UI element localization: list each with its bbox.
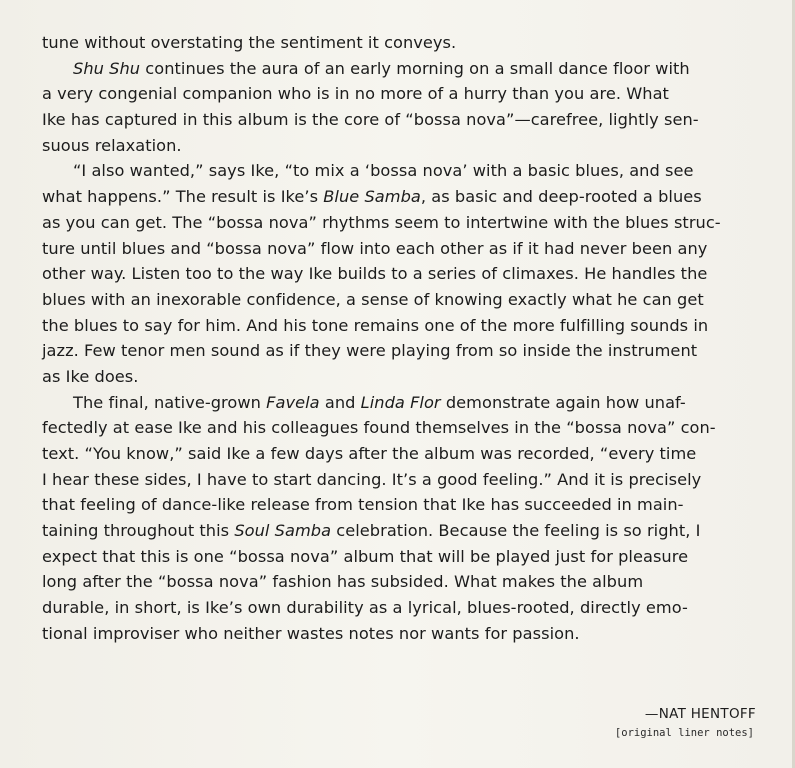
text-run: Ike has captured in this album is the core of “bossa nova”—carefree, lightly sen- xyxy=(42,110,699,130)
text-line xyxy=(42,107,782,133)
liner-notes-body xyxy=(42,30,782,647)
source-note: [original liner notes] xyxy=(614,727,754,739)
paragraph xyxy=(42,158,782,389)
text-line xyxy=(42,133,782,159)
text-line xyxy=(42,415,782,441)
text-line xyxy=(42,544,782,570)
text-run: tional improviser who neither wastes notes nor wants for passion. xyxy=(42,623,580,643)
text-run: I hear these sides, I have to start dancing. It’s a good feeling.” And it is precisely xyxy=(42,469,702,489)
text-run: as Ike does. xyxy=(42,366,139,386)
title-italic: Soul Samba xyxy=(234,521,332,541)
text-run: tune without overstating the sentiment it conveys. xyxy=(42,33,457,52)
text-run: celebration. Because the feeling is so right, I xyxy=(331,521,701,541)
text-line xyxy=(42,390,782,416)
text-line xyxy=(42,364,782,390)
text-run: blues with an inexorable confidence, a sense of knowing exactly what he can get xyxy=(42,289,704,309)
text-run: other way. Listen too to the way Ike builds to a series of climaxes. He handles the xyxy=(42,264,708,284)
text-run: a very congenial companion who is in no more of a hurry than you are. What xyxy=(42,84,669,104)
text-line xyxy=(42,158,782,184)
title-italic: Favela xyxy=(266,392,320,412)
text-run: expect that this is one “bossa nova” album that will be played just for pleasure xyxy=(42,546,689,566)
text-line xyxy=(42,56,782,82)
text-run: taining throughout this xyxy=(42,521,235,541)
text-run: durable, in short, is Ike’s own durability as a lyrical, blues-rooted, directly emo- xyxy=(42,598,688,618)
title-italic: Linda Flor xyxy=(360,392,441,412)
author-signature: —NAT HENTOFF xyxy=(644,706,756,722)
title-italic: Shu Shu xyxy=(73,58,141,78)
text-line xyxy=(42,261,782,287)
text-run: “I also wanted,” says Ike, “to mix a ‘bossa nova’ with a basic blues, and see xyxy=(73,161,694,181)
text-line xyxy=(42,441,782,467)
text-run: jazz. Few tenor men sound as if they were playing from so inside the instrument xyxy=(42,341,698,361)
text-run: the blues to say for him. And his tone remains one of the more fulfilling sounds in xyxy=(42,315,709,335)
text-run: demonstrate again how unaf- xyxy=(440,392,686,412)
text-run: suous relaxation. xyxy=(42,135,182,155)
text-run: ture until blues and “bossa nova” flow into each other as if it had never been any xyxy=(42,238,708,258)
title-italic: Blue Samba xyxy=(323,187,421,207)
text-line xyxy=(42,338,782,364)
text-run: fectedly at ease Ike and his colleagues found themselves in the “bossa nova” con- xyxy=(42,418,716,438)
paragraph xyxy=(42,56,782,159)
text-run: text. “You know,” said Ike a few days after the album was recorded, “every time xyxy=(42,444,697,463)
paragraph xyxy=(42,30,782,56)
text-run: continues the aura of an early morning on a small dance floor with xyxy=(140,58,690,78)
text-line xyxy=(42,210,782,236)
text-line xyxy=(42,518,782,544)
text-run: long after the “bossa nova” fashion has subsided. What makes the album xyxy=(42,572,644,592)
text-run: and xyxy=(319,392,361,412)
text-run: as you can get. The “bossa nova” rhythms seem to intertwine with the blues struc- xyxy=(42,212,721,232)
paragraph xyxy=(42,390,782,647)
text-line xyxy=(42,621,782,647)
text-line xyxy=(42,30,782,56)
text-line xyxy=(42,467,782,493)
text-line xyxy=(42,287,782,313)
text-line xyxy=(42,313,782,339)
text-line xyxy=(42,569,782,595)
text-line xyxy=(42,492,782,518)
text-run: that feeling of dance-like release from tension that Ike has succeeded in main- xyxy=(42,495,684,515)
text-line xyxy=(42,236,782,262)
text-line xyxy=(42,595,782,621)
text-run: what happens.” The result is Ike’s xyxy=(42,187,324,207)
text-run: , as basic and deep-rooted a blues xyxy=(420,187,702,207)
text-line xyxy=(42,184,782,210)
text-line xyxy=(42,81,782,107)
text-run: The final, native-grown xyxy=(73,392,267,412)
